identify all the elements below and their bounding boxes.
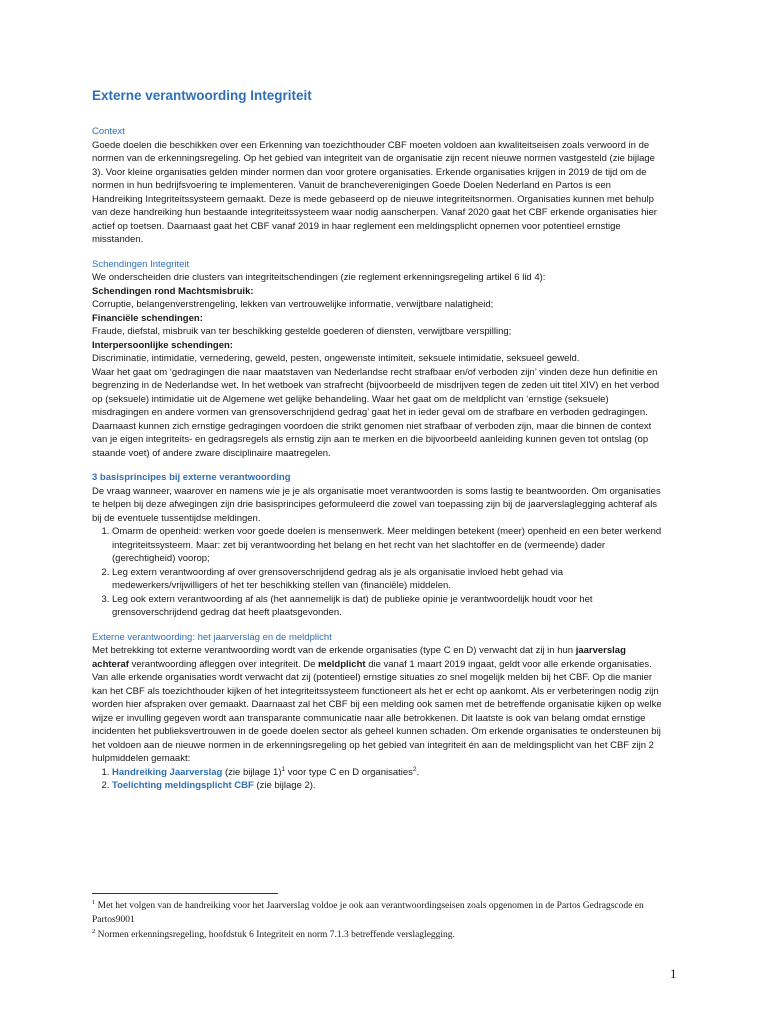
schendingen-closing: Waar het gaat om ‘gedragingen die naar maatstaven van Nederlandse recht strafbaar en/of verboden zijn’ vinden deze hun definitie en begrenzing in de Nederlandse wet. In het wetboek van strafrecht (bijvoorbeeld de misdrijven tegen de zeden uit titel XIV) en het verbod op (seksuele) intimidatie uit de Algemene wet gelijke behandeling. Waar het gaat om de meldplicht van ‘ernstige (seksuele) misdragingen en andere vormen van grensoverschrijdend gedrag’ gaat het in ieder geval om de strafbare en verboden gedragingen. Daarnaast kunnen zich ernstige gedragingen voordoen die strikt genomen niet strafbaar of verboden zijn, maar die binnen de context van je eigen integriteits- en gedragsregels als ernstig zijn aan te merken en die bijvoorbeeld aanleiding kunnen geven tot ontslag (op staande voet) of andere zware disciplinaire maatregelen. <box>92 366 660 459</box>
cluster-text-financieel: Fraude, diefstal, misbruik van ter beschikking gestelde goederen of diensten, verwijtbare verspilling; <box>92 326 512 337</box>
footnotes <box>92 900 672 945</box>
heading-jaarverslag: Externe verantwoording: het jaarverslag en de meldplicht <box>92 631 332 643</box>
footnote-1: $^1$ Met het volgen van de handreiking voor het Jaarverslag voldoe je ook aan verantwoordingseisen zoals opgenomen in de Partos Gedragscode en Partos9001 <box>92 898 644 925</box>
cluster-label-financieel: Financiële schendingen: <box>92 312 203 324</box>
list-item: 3. Leg ook extern verantwoording af als (het aannemelijk is dat) de publieke opinie je verantwoordelijk houdt voor het grensoverschrijdend gedrag dat heeft plaatsgevonden. <box>112 593 662 620</box>
footnote-ref[interactable]: 1 <box>281 765 286 773</box>
footnote-2: $^2$ Normen erkenningsregeling, hoofdstuk 6 Integriteit en norm 7.1.3 betreffende verslaglegging. <box>92 927 455 940</box>
document-title: Externe verantwoording Integriteit <box>92 88 312 103</box>
context-paragraph: Goede doelen die beschikken over een Erkenning van toezichthouder CBF moeten voldoen aan kwaliteitseisen zoals verwoord in de normen van de erkenningsregeling. Op het gebied van integriteit van de organisatie zijn recent nieuwe normen vastgesteld (zie bijlage 3). Voor kleine organisaties gelden minder normen dan voor grotere organisaties. Erkende organisaties krijgen in 2019 de tijd om de normen in hun bedrijfsvoering te implementeren. Vanuit de brancheverenigingen Goede Doelen Nederland en Partos is een Handreiking Integriteitssysteem gemaakt. Deze is mede gebaseerd op de nieuwe integriteitsnormen. Organisaties kunnen met behulp van deze handreiking hun bestaande integriteitssysteem waar nodig aanscherpen. Vanaf 2020 gaat het CBF erkende organisaties hier actief op toetsen. Daarnaast gaat het CBF vanaf 2019 in haar reglement een meldingsplicht opnemen voor potentieel ernstige misstanden. <box>92 139 657 245</box>
section-schendingen <box>92 258 662 461</box>
cluster-text-machtsmisbruik: Corruptie, belangenverstrengeling, lekken van vertrouwelijke informatie, verwijtbare nalatigheid; <box>92 299 494 310</box>
section-context <box>92 125 662 247</box>
jaarverslag-paragraph: Met betrekking tot externe verantwoording wordt van de erkende organisaties (type C en D) verwacht dat zij in hun jaarverslag achteraf verantwoording afleggen over integriteit. De meldplicht die vanaf 1 maart 2019 ingaat, geldt voor alle erkende organisaties. Van alle erkende organisaties wordt verwacht dat zij (potentieel) ernstige situaties zo snel mogelijk melden bij het CBF. Op die manier kan het CBF als toezichthouder kijken of het integriteitssysteem functioneert als het er echt op aankomt. Als er verbeteringen nodig zijn worden hier afspraken over gemaakt. Daarnaast zal het CBF bij een melding ook samen met de betreffende organisatie kijken op welke wijze er invulling gegeven wordt aan transparante communicatie naar alle betrokkenen. Dit laatste is ook van belang omdat ernstige incidenten het publieksvertrouwen in de goede doelen sector als geheel kunnen schaden. Om erkende organisaties te ondersteunen bij het voldoen aan de nieuwe normen in de erkenningsregeling op het gebied van integriteit én aan de meldingsplicht van het CBF zijn 2 hulpmiddelen gemaakt: <box>92 645 662 764</box>
heading-schendingen: Schendingen Integriteit <box>92 258 190 270</box>
list-item: 2. Leg extern verantwoording af over grensoverschrijdend gedrag als je als organisatie invloed hebt gehad via medewerkers/vrijwilligers of het ter beschikking stellen van (financiële) middelen. <box>112 566 662 593</box>
schendingen-intro: We onderscheiden drie clusters van integriteitschendingen (zie reglement erkenningsregeling artikel 6 lid 4): <box>92 272 546 283</box>
page-number: 1 <box>670 966 677 981</box>
heading-context: Context <box>92 126 125 137</box>
page-content <box>92 88 662 804</box>
heading-basisprincipes: 3 basisprincipes bij externe verantwoording <box>92 472 291 483</box>
footnote-ref[interactable]: 2 <box>412 765 417 773</box>
cluster-label-interpersoonlijk: Interpersoonlijke schendingen: <box>92 339 233 351</box>
basisprincipes-list <box>92 525 662 620</box>
list-item: 1. Handreiking Jaarverslag (zie bijlage 1)$^1$ voor type C en D organisaties$^2$. <box>112 766 662 780</box>
link-toelichting-meldingsplicht[interactable]: Toelichting meldingsplicht CBF <box>112 780 254 791</box>
section-jaarverslag <box>92 631 662 793</box>
cluster-text-interpersoonlijk: Discriminatie, intimidatie, vernedering, geweld, pesten, ongewenste intimiteit, seksuele intimidatie, seksueel geweld. <box>92 353 580 364</box>
hulpmiddelen-list <box>92 766 662 793</box>
link-handreiking-jaarverslag[interactable]: Handreiking Jaarverslag <box>112 766 223 778</box>
footnote-divider <box>92 893 278 894</box>
section-basisprincipes <box>92 471 662 620</box>
list-item: 2. Toelichting meldingsplicht CBF (zie bijlage 2). <box>112 779 662 793</box>
basisprincipes-intro: De vraag wanneer, waarover en namens wie je je als organisatie moet verantwoorden is soms lastig te beantwoorden. Om organisaties te helpen bij deze afwegingen zijn drie basisprincipes geformuleerd die zowel van toepassing zijn bij de jaarverslaglegging achteraf als bij de eventuele tussentijdse meldingen. <box>92 485 661 524</box>
list-item: 1. Omarm de openheid: werken voor goede doelen is mensenwerk. Meer meldingen betekent (meer) openheid en een beter werkend integriteitssysteem. Maar: zet bij verantwoording het belang en het recht van het slachtoffer en de (vermeende) dader (gerechtigheid) voorop; <box>112 525 662 566</box>
cluster-label-machtsmisbruik: Schendingen rond Machtsmisbruik: <box>92 285 254 297</box>
